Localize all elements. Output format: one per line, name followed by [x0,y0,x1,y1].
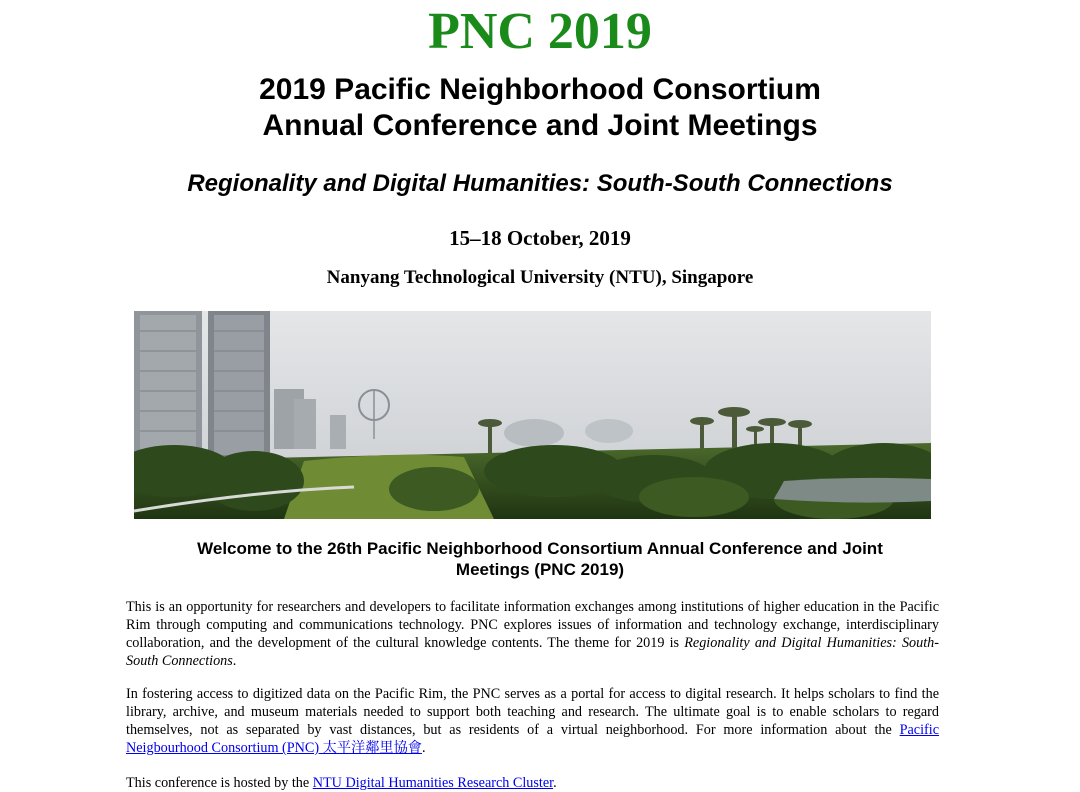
host-text-end: . [553,775,557,791]
intro-text: This is an opportunity for researchers and developers to facilitate information exchanges among institutions of higher education in the Pacific Rim through computing and communications technology. PNC explores issues of information and technology exchange, interdisciplinary collaboration, and the development of the cultural knowledge contents. The theme for 2019 is [126,599,939,651]
conference-acronym: PNC 2019 [428,3,652,60]
ntu-dh-cluster-link[interactable]: NTU Digital Humanities Research Cluster [312,775,554,791]
pnc-link[interactable]: Pacific Neigbourhood Consortium (PNC) 太平洋鄰里協會 [126,722,939,756]
welcome-heading [150,538,930,580]
intro-text-end: . [232,653,237,669]
intro-theme-italic: Regionality and Digital Humanities: South-South Connections [126,635,939,669]
conference-dates: 15–18 October, 2019 [449,226,631,250]
conference-title [0,72,1080,144]
panorama-banner-image [134,311,931,519]
title-line-2: Annual Conference and Joint Meetings [262,109,818,142]
conference-venue: Nanyang Technological University (NTU), Singapore [326,267,754,288]
host-text: This conference is hosted by the [126,775,313,791]
intro-paragraph-3 [126,774,939,792]
welcome-heading-line-1: Welcome to the 26th Pacific Neighborhood Consortium Annual Conference and Joint [197,539,883,558]
portal-text-end: . [421,740,426,756]
conference-theme: Regionality and Digital Humanities: South-South Connections [187,170,893,197]
intro-paragraph-2 [126,685,939,757]
portal-text: In fostering access to digitized data on the Pacific Rim, the PNC serves as a portal for access to digital research. It helps scholars to find the library, archive, and museum materials needed to support both teaching and research. The ultimate goal is to enable scholars to regard themselves, not as separated by vast distances, but as residents of a virtual neighborhood. For more information about the [126,686,939,738]
title-line-1: 2019 Pacific Neighborhood Consortium [259,73,821,106]
welcome-heading-line-2: Meetings (PNC 2019) [455,560,625,579]
intro-paragraph-1 [126,598,939,670]
